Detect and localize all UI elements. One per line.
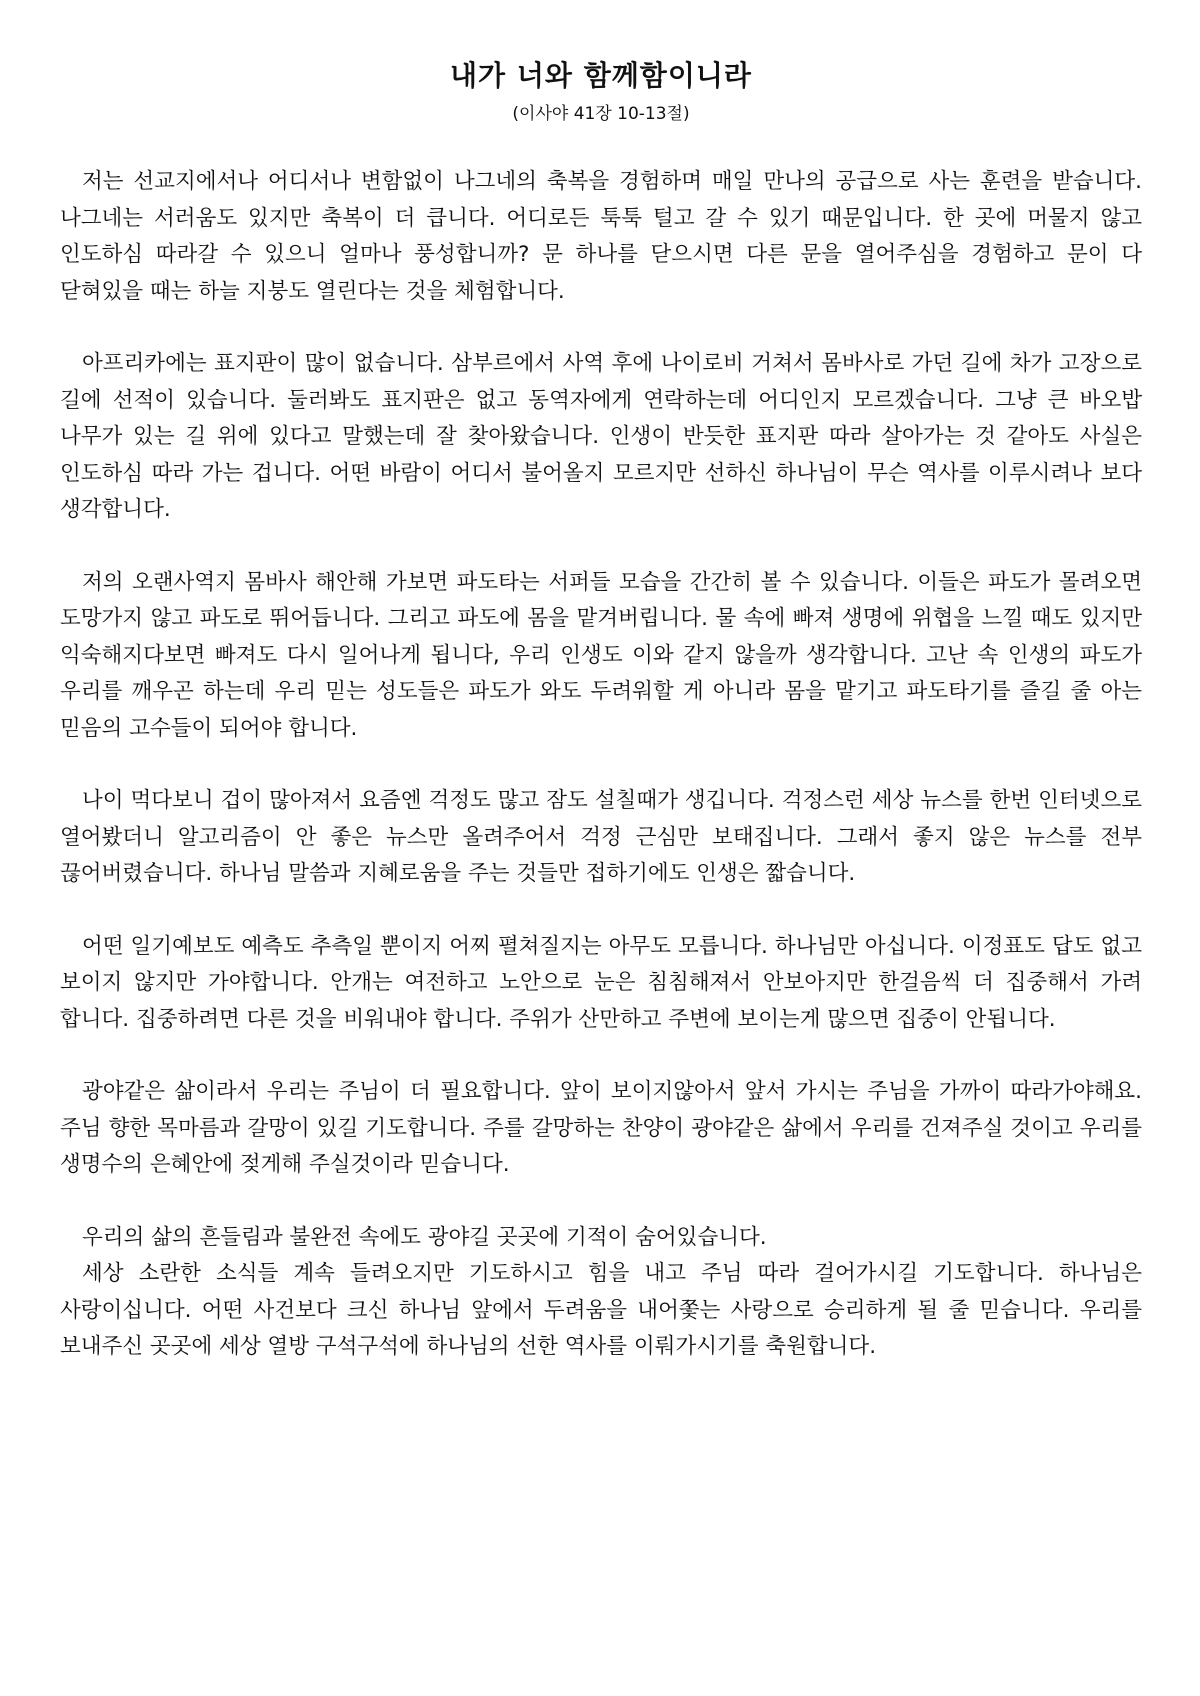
paragraph-7: 우리의 삶의 흔들림과 불완전 속에도 광야길 곳곳에 기적이 숨어있습니다. [82, 1224, 767, 1250]
paragraph-3: 저의 오랜사역지 몸바사 해안해 가보면 파도타는 서퍼들 모습을 간간히 볼 수 있습니다. 이들은 파도가 몰려오면 도망가지 않고 파도로 뛰어듭니다. 그리고 파도에 몸을 맡겨버립니다. 물 속에 빠져 생명에 위협을 느낄 때도 있지만 익숙해지다보면 빠져도 다시 일어나게 됩니다, 우리 인생도 이와 같지 않을까 생각합니다. 고난 속 인생의 파도가 우리를 깨우곤 하는데 우리 믿는 성도들은 파도가 와도 두려워할 게 아니라 몸을 맡기고 파도타기를 즐길 줄 아는 믿음의 고수들이 되어야 합니다. [60, 569, 1142, 741]
paragraph-8: 세상 소란한 소식들 계속 들려오지만 기도하시고 힘을 내고 주님 따라 걸어가시길 기도합니다. 하나님은 사랑이십니다. 어떤 사건보다 크신 하나님 앞에서 두려움을 내어쫓는 사랑으로 승리하게 될 줄 믿습니다. 우리를 보내주신 곳곳에 세상 열방 구석구석에 하나님의 선한 역사를 이뤄가시기를 축원합니다. [60, 1261, 1142, 1359]
document-body [60, 164, 1142, 1366]
paragraph-4: 나이 먹다보니 겁이 많아져서 요즘엔 걱정도 많고 잠도 설칠때가 생깁니다. 걱정스런 세상 뉴스를 한번 인터넷으로 열어봤더니 알고리즘이 안 좋은 뉴스만 올려주어서 걱정 근심만 보태집니다. 그래서 좋지 않은 뉴스를 전부 끊어버렸습니다. 하나님 말씀과 지혜로움을 주는 것들만 접하기에도 인생은 짧습니다. [60, 788, 1142, 886]
paragraph-2: 아프리카에는 표지판이 많이 없습니다. 삼부르에서 사역 후에 나이로비 거쳐서 몸바사로 가던 길에 차가 고장으로 길에 선적이 있습니다. 둘러봐도 표지판은 없고 동역자에게 연락하는데 어디인지 모르겠습니다. 그냥 큰 바오밥 나무가 있는 길 위에 있다고 말했는데 잘 찾아왔습니다. 인생이 반듯한 표지판 따라 살아가는 것 같아도 사실은 인도하심 따라 가는 겁니다. 어떤 바람이 어디서 불어올지 모르지만 선하신 하나님이 무슨 역사를 이루시려나 보다 생각합니다. [60, 351, 1142, 522]
paragraph-5: 어떤 일기예보도 예측도 추측일 뿐이지 어찌 펼쳐질지는 아무도 모릅니다. 하나님만 아십니다. 이정표도 답도 없고 보이지 않지만 가야합니다. 안개는 여전하고 노안으로 눈은 침침해져서 안보아지만 한걸음씩 더 집중해서 가려 합니다. 집중하려면 다른 것을 비워내야 합니다. 주위가 산만하고 주변에 보이는게 많으면 집중이 안됩니다. [60, 933, 1142, 1032]
scripture-reference: (이사야 41장 10-13절) [512, 104, 690, 124]
page-title: 내가 너와 함께함이니라 [450, 59, 752, 92]
paragraph-1: 저는 선교지에서나 어디서나 변함없이 나그네의 축복을 경험하며 매일 만나의 공급으로 사는 훈련을 받습니다. 나그네는 서러움도 있지만 축복이 더 큽니다. 어디로든 툭툭 털고 갈 수 있기 때문입니다. 한 곳에 머물지 않고 인도하심 따라갈 수 있으니 얼마나 풍성합니까? 문 하나를 닫으시면 다른 문을 열어주심을 경험하고 문이 다 닫혀있을 때는 하늘 지붕도 열린다는 것을 체험합니다. [60, 169, 1142, 304]
paragraph-6: 광야같은 삶이라서 우리는 주님이 더 필요합니다. 앞이 보이지않아서 앞서 가시는 주님을 가까이 따라가야해요. 주님 향한 목마름과 갈망이 있길 기도합니다. 주를 갈망하는 찬양이 광야같은 삶에서 우리를 건져주실 것이고 우리를 생명수의 은혜안에 젖게해 주실것이라 믿습니다. [60, 1079, 1142, 1177]
